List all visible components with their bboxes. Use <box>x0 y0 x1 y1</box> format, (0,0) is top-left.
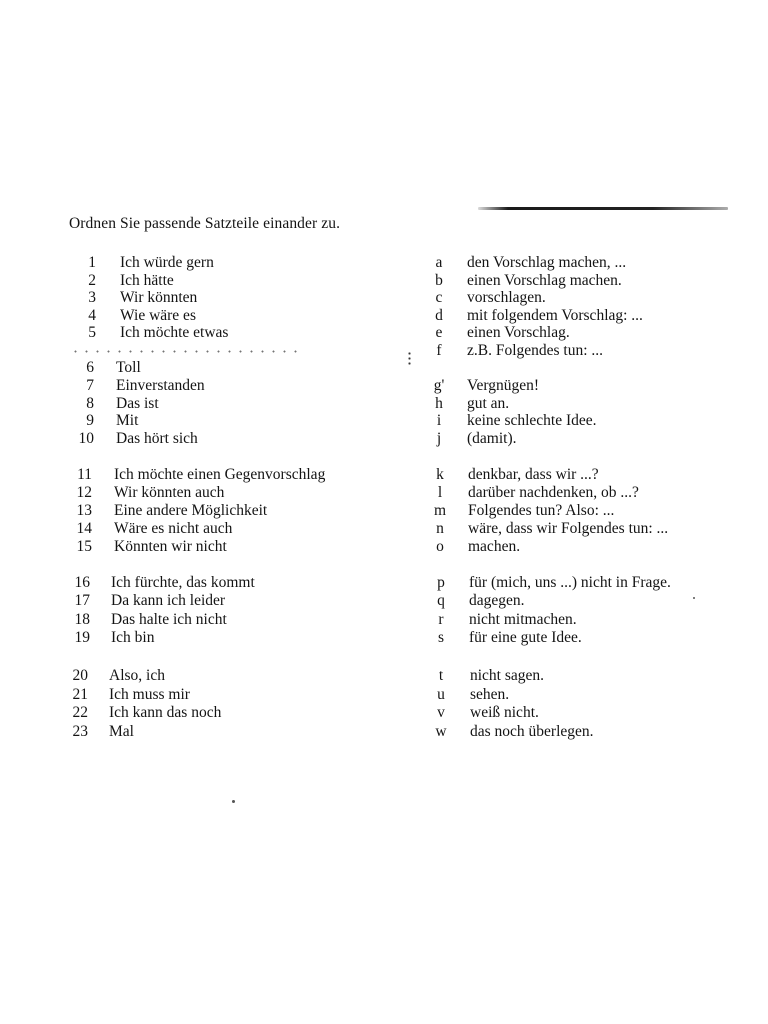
exercise-row <box>0 686 768 704</box>
sentence-start: Toll <box>116 359 141 376</box>
item-letter: n <box>436 520 444 537</box>
item-letter: b <box>435 271 443 289</box>
sentence-start: Ich muss mir <box>109 685 190 703</box>
exercise-row <box>0 723 768 741</box>
sentence-end: nicht sagen. <box>470 667 545 684</box>
exercise-row <box>0 484 768 502</box>
exercise-row <box>0 611 768 629</box>
item-letter: e <box>435 324 443 342</box>
item-number: 19 <box>74 628 90 646</box>
scan-speck <box>232 800 235 803</box>
exercise-row <box>0 704 768 722</box>
sentence-start: Ich hätte <box>120 271 174 289</box>
sentence-start: Ich kann das noch <box>109 704 222 722</box>
sentence-end: das noch überlegen. <box>470 722 594 740</box>
sentence-start: Wäre es nicht auch <box>114 520 233 537</box>
sentence-start: Also, ich <box>109 667 165 684</box>
sentence-end: (damit). <box>467 430 517 448</box>
sentence-start: Da kann ich leider <box>111 592 226 610</box>
item-letter: s <box>437 628 445 646</box>
sentence-end: Vergnügen! <box>467 376 540 394</box>
scan-artifact-line <box>478 207 728 210</box>
item-number: 5 <box>88 324 96 342</box>
sentence-end: einen Vorschlag. <box>467 324 570 342</box>
exercise-row <box>0 520 768 538</box>
item-letter: v <box>437 704 445 722</box>
sentence-start: Wir könnten auch <box>114 484 225 501</box>
sentence-end: Folgendes tun? Also: ... <box>468 502 615 519</box>
exercise-row <box>0 466 768 484</box>
sentence-end: sehen. <box>470 685 510 703</box>
sentence-end: für eine gute Idee. <box>469 628 582 646</box>
exercise-row <box>0 430 768 448</box>
exercise-row <box>0 574 768 592</box>
exercise-row <box>0 592 768 610</box>
exercise-row <box>0 254 768 272</box>
item-letter: h <box>435 394 443 412</box>
sentence-start: Das ist <box>116 394 159 412</box>
sentence-start: Das halte ich nicht <box>111 610 227 628</box>
exercise-row <box>0 272 768 290</box>
sentence-end: für (mich, uns ...) nicht in Frage. <box>469 574 671 591</box>
sentence-start: Ich fürchte, das kommt <box>111 574 255 591</box>
scan-speck <box>693 597 695 599</box>
sentence-end: keine schlechte Idee. <box>467 412 597 430</box>
item-number: 12 <box>76 484 92 501</box>
exercise-row <box>0 412 768 430</box>
exercise-row <box>0 395 768 413</box>
item-number: 3 <box>88 289 96 307</box>
sentence-start: Ich würde gern <box>120 254 214 271</box>
item-letter: m <box>433 502 447 519</box>
sentence-end: nicht mitmachen. <box>469 610 577 628</box>
item-letter: g' <box>433 376 445 394</box>
sentence-start: Ich möchte einen Gegenvorschlag <box>114 466 326 483</box>
item-letter: j <box>436 430 442 448</box>
item-letter: w <box>435 722 447 740</box>
exercise-row <box>0 289 768 307</box>
item-number: 1 <box>88 254 96 271</box>
exercise-row <box>0 359 768 377</box>
sentence-start: Ich bin <box>111 628 155 646</box>
exercise-row <box>0 667 768 685</box>
item-letter: d <box>435 306 443 324</box>
sentence-start: Wie wäre es <box>120 306 196 324</box>
exercise-instruction: Ordnen Sie passende Satzteile einander zu. <box>69 215 341 232</box>
item-number: 7 <box>86 376 94 394</box>
item-letter: c <box>435 289 443 307</box>
exercise-row <box>0 377 768 395</box>
item-letter: u <box>437 685 445 703</box>
sentence-end: weiß nicht. <box>470 704 539 722</box>
sentence-end: vorschlagen. <box>467 289 546 307</box>
sentence-end: gut an. <box>467 394 510 412</box>
sentence-start: Das hört sich <box>116 430 198 448</box>
sentence-start: Mit <box>116 412 139 430</box>
item-letter: o <box>436 538 444 555</box>
exercise-row <box>0 324 768 342</box>
sentence-start: Könnten wir nicht <box>114 538 227 555</box>
item-number: 23 <box>72 722 88 740</box>
item-letter: a <box>435 254 443 271</box>
sentence-start: Einverstanden <box>116 376 205 394</box>
exercise-row <box>0 502 768 520</box>
item-number: 14 <box>76 520 92 537</box>
sentence-end: machen. <box>468 538 521 555</box>
item-number: 4 <box>88 306 96 324</box>
exercise-row <box>0 629 768 647</box>
item-number: 8 <box>86 394 94 412</box>
sentence-end: z.B. Folgendes tun: ... <box>467 342 604 359</box>
exercise-row <box>0 342 768 360</box>
item-number: 15 <box>76 538 92 555</box>
sentence-end: wäre, dass wir Folgendes tun: ... <box>468 520 669 537</box>
item-letter: k <box>436 466 444 483</box>
item-number: 10 <box>78 430 94 448</box>
item-letter: f <box>436 342 442 359</box>
item-number: 18 <box>74 610 90 628</box>
item-letter: p <box>437 574 445 591</box>
exercise-row <box>0 538 768 556</box>
sentence-start: Eine andere Möglichkeit <box>114 502 268 519</box>
item-number: 6 <box>86 359 94 376</box>
item-number: 13 <box>76 502 92 519</box>
item-number: 20 <box>72 667 88 684</box>
item-number: 22 <box>72 704 88 722</box>
item-number: 17 <box>74 592 90 610</box>
item-number: 11 <box>77 466 92 483</box>
sentence-end: darüber nachdenken, ob ...? <box>468 484 639 501</box>
item-number: 21 <box>72 685 88 703</box>
sentence-end: dagegen. <box>469 592 525 610</box>
sentence-start: Mal <box>109 722 134 740</box>
item-letter: r <box>438 610 444 628</box>
item-letter: t <box>438 667 444 684</box>
item-number: 9 <box>86 412 94 430</box>
item-letter: q <box>437 592 445 610</box>
sentence-end: mit folgendem Vorschlag: ... <box>467 306 643 324</box>
sentence-start: Wir könnten <box>120 289 198 307</box>
item-number: 16 <box>74 574 90 591</box>
sentence-end: den Vorschlag machen, ... <box>467 254 627 271</box>
item-number: 2 <box>88 271 96 289</box>
exercise-row <box>0 307 768 325</box>
sentence-start: Ich möchte etwas <box>120 324 229 342</box>
sentence-end: denkbar, dass wir ...? <box>468 466 599 483</box>
item-letter: i <box>436 412 442 430</box>
sentence-end: einen Vorschlag machen. <box>467 271 622 289</box>
item-letter: l <box>437 484 443 501</box>
